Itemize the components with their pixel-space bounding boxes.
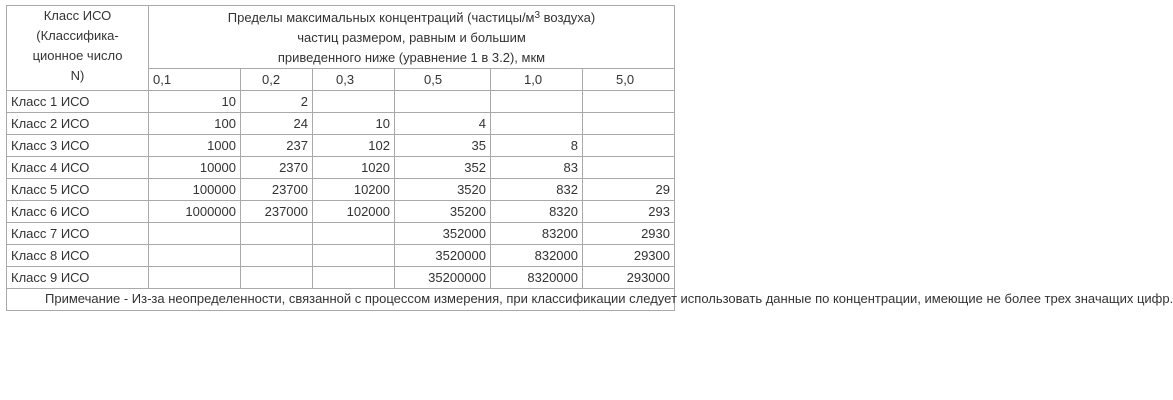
class-header-line-4: N)	[70, 68, 85, 83]
value-cell	[583, 157, 675, 179]
value-cell: 35200	[395, 201, 491, 223]
value-cell	[149, 267, 241, 289]
value-cell: 100000	[149, 179, 241, 201]
value-cell: 23700	[241, 179, 313, 201]
table-row	[7, 245, 675, 267]
value-cell: 352000	[395, 223, 491, 245]
value-cell: 35	[395, 135, 491, 157]
class-label-cell: Класс 9 ИСО	[7, 267, 149, 289]
value-cell: 8320	[491, 201, 583, 223]
table-row	[7, 201, 675, 223]
value-cell: 2930	[583, 223, 675, 245]
value-cell: 29300	[583, 245, 675, 267]
value-cell: 832000	[491, 245, 583, 267]
value-cell: 352	[395, 157, 491, 179]
value-cell	[583, 135, 675, 157]
limits-header-superscript: 3	[534, 10, 541, 21]
value-cell: 4	[395, 113, 491, 135]
limits-header-line-1	[153, 6, 670, 28]
value-cell: 10200	[313, 179, 395, 201]
value-cell	[241, 223, 313, 245]
class-label-cell: Класс 7 ИСО	[7, 223, 149, 245]
class-label-cell: Класс 2 ИСО	[7, 113, 149, 135]
value-cell: 8320000	[491, 267, 583, 289]
table-note: Примечание - Из-за неопределенности, связанной с процессом измерения, при классификации следует использовать данные по концентрации, имеющие не более трех значащих цифр.	[7, 289, 675, 311]
value-cell: 102	[313, 135, 395, 157]
table-row	[7, 113, 675, 135]
size-header-cell: 0,1	[149, 69, 241, 91]
class-label-cell: Класс 1 ИСО	[7, 91, 149, 113]
class-label-cell: Класс 8 ИСО	[7, 245, 149, 267]
value-cell	[583, 91, 675, 113]
value-cell	[491, 91, 583, 113]
value-cell: 2370	[241, 157, 313, 179]
value-cell	[313, 223, 395, 245]
class-header-line-3: ционное число	[32, 48, 123, 63]
value-cell	[149, 245, 241, 267]
size-header-cell: 0,3	[313, 69, 395, 91]
size-header-cell: 0,5	[395, 69, 491, 91]
limits-header-line-3: приведенного ниже (уравнение 1 в 3.2), мкм	[277, 50, 546, 65]
value-cell	[313, 245, 395, 267]
value-cell: 102000	[313, 201, 395, 223]
value-cell: 8	[491, 135, 583, 157]
value-cell: 29	[583, 179, 675, 201]
value-cell: 237	[241, 135, 313, 157]
size-header-cell: 0,2	[241, 69, 313, 91]
table-row	[7, 267, 675, 289]
value-cell	[583, 113, 675, 135]
table-row	[7, 91, 675, 113]
value-cell: 10	[149, 91, 241, 113]
value-cell	[241, 245, 313, 267]
limits-header-cell	[149, 6, 675, 69]
value-cell: 1020	[313, 157, 395, 179]
iso-class-table	[6, 5, 1173, 311]
class-label-cell: Класс 3 ИСО	[7, 135, 149, 157]
value-cell: 3520000	[395, 245, 491, 267]
value-cell	[491, 113, 583, 135]
table-row	[7, 135, 675, 157]
value-cell: 1000	[149, 135, 241, 157]
header-row	[7, 6, 675, 69]
class-header-cell	[7, 6, 149, 91]
note-row	[7, 289, 675, 311]
value-cell	[149, 223, 241, 245]
value-cell: 100	[149, 113, 241, 135]
value-cell	[241, 267, 313, 289]
value-cell	[395, 91, 491, 113]
limits-header-text-a: Пределы максимальных концентраций (частицы/м	[227, 10, 535, 25]
class-header-line-1: Класс ИСО	[43, 8, 112, 23]
value-cell: 237000	[241, 201, 313, 223]
class-label-cell: Класс 5 ИСО	[7, 179, 149, 201]
value-cell: 3520	[395, 179, 491, 201]
value-cell	[313, 91, 395, 113]
table-row	[7, 223, 675, 245]
class-label-cell: Класс 6 ИСО	[7, 201, 149, 223]
table-row	[7, 179, 675, 201]
value-cell: 83200	[491, 223, 583, 245]
value-cell: 2	[241, 91, 313, 113]
value-cell: 1000000	[149, 201, 241, 223]
value-cell	[313, 267, 395, 289]
size-header-cell: 1,0	[491, 69, 583, 91]
limits-header-line-2: частиц размером, равным и большим	[297, 30, 526, 45]
table-row	[7, 157, 675, 179]
size-header-cell: 5,0	[583, 69, 675, 91]
limits-header-text-b: воздуха)	[540, 10, 596, 25]
value-cell: 35200000	[395, 267, 491, 289]
class-label-cell: Класс 4 ИСО	[7, 157, 149, 179]
value-cell: 293	[583, 201, 675, 223]
value-cell: 10000	[149, 157, 241, 179]
value-cell: 832	[491, 179, 583, 201]
value-cell: 24	[241, 113, 313, 135]
value-cell: 10	[313, 113, 395, 135]
class-header-line-2: (Классифика-	[36, 28, 119, 43]
value-cell: 293000	[583, 267, 675, 289]
value-cell: 83	[491, 157, 583, 179]
